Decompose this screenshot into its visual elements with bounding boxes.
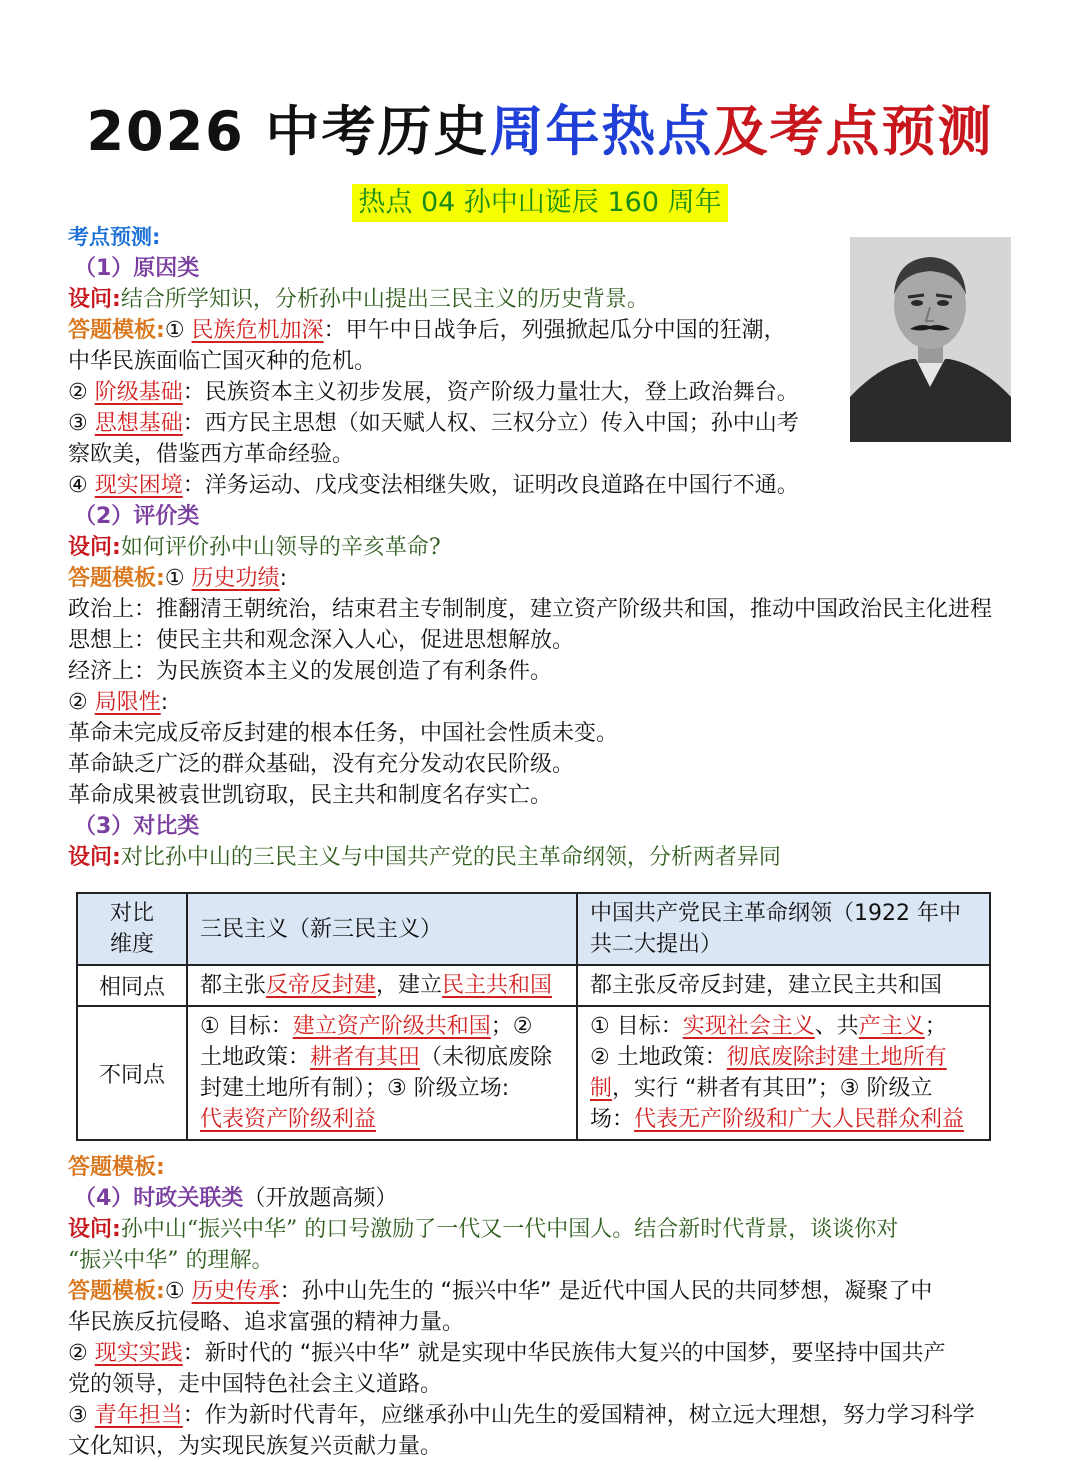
keyword: 民主共和国 xyxy=(442,973,553,998)
header-text: 维度 xyxy=(109,932,154,957)
keyword: 代表无产阶级和广大人民群众利益 xyxy=(634,1107,965,1132)
question-text: “振兴中华” 的理解。 xyxy=(68,1248,274,1273)
item-text: ：孙中山先生的 “振兴中华” 是近代中国人民的共同梦想，凝聚了中 xyxy=(279,1279,933,1304)
item-number: ① xyxy=(164,318,185,343)
item-number: ④ xyxy=(68,473,88,498)
section-heading-text: （4）时政关联类 xyxy=(74,1186,244,1211)
bottom-content xyxy=(68,1152,1013,1462)
question-line xyxy=(68,842,1013,873)
section-heading-2: （2）评价类 xyxy=(74,504,200,529)
main-content xyxy=(68,222,1013,873)
cell-text-part: （未彻底废除 xyxy=(420,1045,553,1070)
cell-text xyxy=(590,1042,977,1073)
question-label: 设问: xyxy=(68,287,121,312)
cell-text xyxy=(200,1042,564,1073)
cell-text xyxy=(590,1073,977,1104)
keyword: 实现社会主义 xyxy=(682,1014,815,1039)
title-part-red: 及考点预测 xyxy=(713,100,994,163)
cell-text-part: ② 土地政策： xyxy=(590,1045,727,1070)
item-number: ② xyxy=(68,1341,88,1366)
subtitle-wrap xyxy=(0,184,1080,222)
keyword: 产主义 xyxy=(858,1014,925,1039)
question-line xyxy=(68,284,848,315)
item-number: ② xyxy=(68,380,88,405)
answer-line: 经济上：为民族资本主义的发展创造了有利条件。 xyxy=(68,659,553,684)
title-part-blue: 周年热点 xyxy=(489,100,714,163)
keyword: 反帝反封建 xyxy=(266,973,377,998)
template-label: 答题模板: xyxy=(68,566,165,591)
answer-line xyxy=(68,408,848,439)
cell-text xyxy=(590,1011,977,1042)
keyword: 代表资产阶级利益 xyxy=(200,1107,377,1132)
answer-line: 察欧美，借鉴西方革命经验。 xyxy=(68,442,355,467)
keyword: 青年担当 xyxy=(94,1403,183,1428)
keyword: 阶级基础 xyxy=(94,380,183,405)
answer-line: 党的领导，走中国特色社会主义道路。 xyxy=(68,1372,443,1397)
header-text: 中国共产党民主革命纲领（1922 年中 xyxy=(590,901,961,926)
header-text: 对比 xyxy=(109,901,154,926)
question-label: 设问: xyxy=(68,535,121,560)
title-part-black: 2026 中考历史 xyxy=(86,100,490,163)
table-cell xyxy=(187,1006,577,1140)
cell-text xyxy=(590,1104,977,1135)
answer-line xyxy=(68,470,1013,501)
answer-line xyxy=(68,377,848,408)
template-label: 答题模板: xyxy=(68,1279,165,1304)
answer-line xyxy=(68,1276,1013,1307)
answer-line: 革命未完成反帝反封建的根本任务，中国社会性质未变。 xyxy=(68,721,619,746)
answer-line: 革命缺乏广泛的群众基础，没有充分发动农民阶级。 xyxy=(68,752,575,777)
item-text: ：甲午中日战争后，列强掀起瓜分中国的狂潮， xyxy=(323,318,786,343)
cell-text-part: ① 目标： xyxy=(590,1014,683,1039)
table-cell xyxy=(577,1006,990,1140)
item-number: ③ xyxy=(68,411,88,436)
question-line xyxy=(68,1245,1013,1276)
row-label: 相同点 xyxy=(77,965,187,1006)
cell-text-part: ； xyxy=(924,1014,947,1039)
cell-text: 都主张反帝反封建，建立民主共和国 xyxy=(590,973,943,998)
question-label: 设问: xyxy=(68,1217,121,1242)
question-line xyxy=(68,532,1013,563)
item-text: ：新时代的 “振兴中华” 就是实现中华民族伟大复兴的中国梦，要坚持中国共产 xyxy=(182,1341,946,1366)
table-row xyxy=(77,965,990,1006)
table-row xyxy=(77,1006,990,1140)
item-text: ：西方民主思想（如天赋人权、三权分立）传入中国；孙中山考 xyxy=(182,411,799,436)
cell-text-part: ，实行 “耕者有其田”；③ 阶级立 xyxy=(612,1076,933,1101)
cell-text: 封建土地所有制）；③ 阶级立场: xyxy=(200,1076,510,1101)
table-header-cell xyxy=(187,893,577,965)
table-header-row xyxy=(77,893,990,965)
section-heading-3: （3）对比类 xyxy=(74,814,200,839)
item-text: ：洋务运动、戊戌变法相继失败，证明改良道路在中国行不通。 xyxy=(182,473,799,498)
answer-line xyxy=(68,687,1013,718)
keyword: 制 xyxy=(590,1076,613,1101)
header-text: 共二大提出） xyxy=(590,932,723,957)
item-text: ：民族资本主义初步发展，资产阶级力量壮大，登上政治舞台。 xyxy=(182,380,799,405)
answer-line xyxy=(68,315,848,346)
row-label: 不同点 xyxy=(77,1006,187,1140)
keyword: 历史传承 xyxy=(191,1279,280,1304)
item-colon: : xyxy=(279,566,287,591)
keyword: 历史功绩 xyxy=(191,566,280,591)
cell-text-part: ；② xyxy=(490,1014,533,1039)
item-colon: : xyxy=(160,690,169,715)
answer-line: 中华民族面临亡国灭种的危机。 xyxy=(68,349,377,374)
cell-text-part: ① 目标： xyxy=(200,1014,293,1039)
question-text: 对比孙中山的三民主义与中国共产党的民主革命纲领，分析两者异同 xyxy=(120,845,781,870)
question-text: 结合所学知识，分析孙中山提出三民主义的历史背景。 xyxy=(120,287,649,312)
subtitle-highlight: 热点 04 孙中山诞辰 160 周年 xyxy=(352,184,727,222)
cell-text xyxy=(200,970,564,1001)
section-heading-4 xyxy=(68,1183,1013,1214)
question-line xyxy=(68,1214,1013,1245)
item-number: ② xyxy=(68,690,88,715)
keyword: 耕者有其田 xyxy=(310,1045,421,1070)
answer-line xyxy=(68,563,1013,594)
template-label: 答题模板: xyxy=(68,1155,165,1180)
answer-line: 政治上：推翻清王朝统治，结束君主专制制度，建立资产阶级共和国，推动中国政治民主化进程 xyxy=(68,597,993,622)
header-text: 三民主义（新三民主义） xyxy=(200,916,443,942)
keyword: 思想基础 xyxy=(94,411,183,436)
section-heading-note: （开放题高频） xyxy=(243,1186,398,1211)
answer-line: 华民族反抗侵略、追求富强的精神力量。 xyxy=(68,1310,465,1335)
question-text: 孙中山“振兴中华” 的口号激励了一代又一代中国人。结合新时代背景，谈谈你对 xyxy=(120,1217,899,1242)
item-text: ：作为新时代青年，应继承孙中山先生的爱国精神，树立远大理想，努力学习科学 xyxy=(182,1403,975,1428)
keyword: 现实实践 xyxy=(94,1341,183,1366)
keyword: 局限性 xyxy=(94,690,161,715)
cell-text-part: 场： xyxy=(590,1107,635,1132)
cell-text xyxy=(200,1011,564,1042)
question-text: 如何评价孙中山领导的辛亥革命? xyxy=(120,535,441,560)
keyword: 民族危机加深 xyxy=(191,318,324,343)
answer-line: 革命成果被袁世凯窃取，民主共和制度名存实亡。 xyxy=(68,783,553,808)
item-number: ① xyxy=(164,1279,185,1304)
cell-text-part: ，建立 xyxy=(376,973,443,998)
page-title xyxy=(0,100,1080,164)
cell-text-part: 土地政策： xyxy=(200,1045,311,1070)
table-cell xyxy=(187,965,577,1006)
keyword: 建立资产阶级共和国 xyxy=(292,1014,491,1039)
item-number: ③ xyxy=(68,1403,88,1428)
answer-line xyxy=(68,1152,1013,1183)
answer-line xyxy=(68,1338,1013,1369)
table-cell xyxy=(577,965,990,1006)
item-number: ① xyxy=(164,566,185,591)
answer-line: 文化知识，为实现民族复兴贡献力量。 xyxy=(68,1434,443,1459)
comparison-table xyxy=(76,892,991,1141)
table-header-cell xyxy=(577,893,990,965)
section-heading-1: （1）原因类 xyxy=(74,256,200,281)
question-label: 设问: xyxy=(68,845,121,870)
cell-text xyxy=(200,1104,564,1135)
predict-label: 考点预测: xyxy=(68,225,161,249)
cell-text-part: 都主张 xyxy=(200,973,267,998)
cell-text-part: 、共 xyxy=(814,1014,859,1039)
keyword: 彻底废除封建土地所有 xyxy=(726,1045,947,1070)
answer-line xyxy=(68,1400,1013,1431)
template-label: 答题模板: xyxy=(68,318,165,343)
keyword: 现实困境 xyxy=(94,473,183,498)
table-header-cell xyxy=(77,893,187,965)
answer-line: 思想上：使民主共和观念深入人心，促进思想解放。 xyxy=(68,628,575,653)
